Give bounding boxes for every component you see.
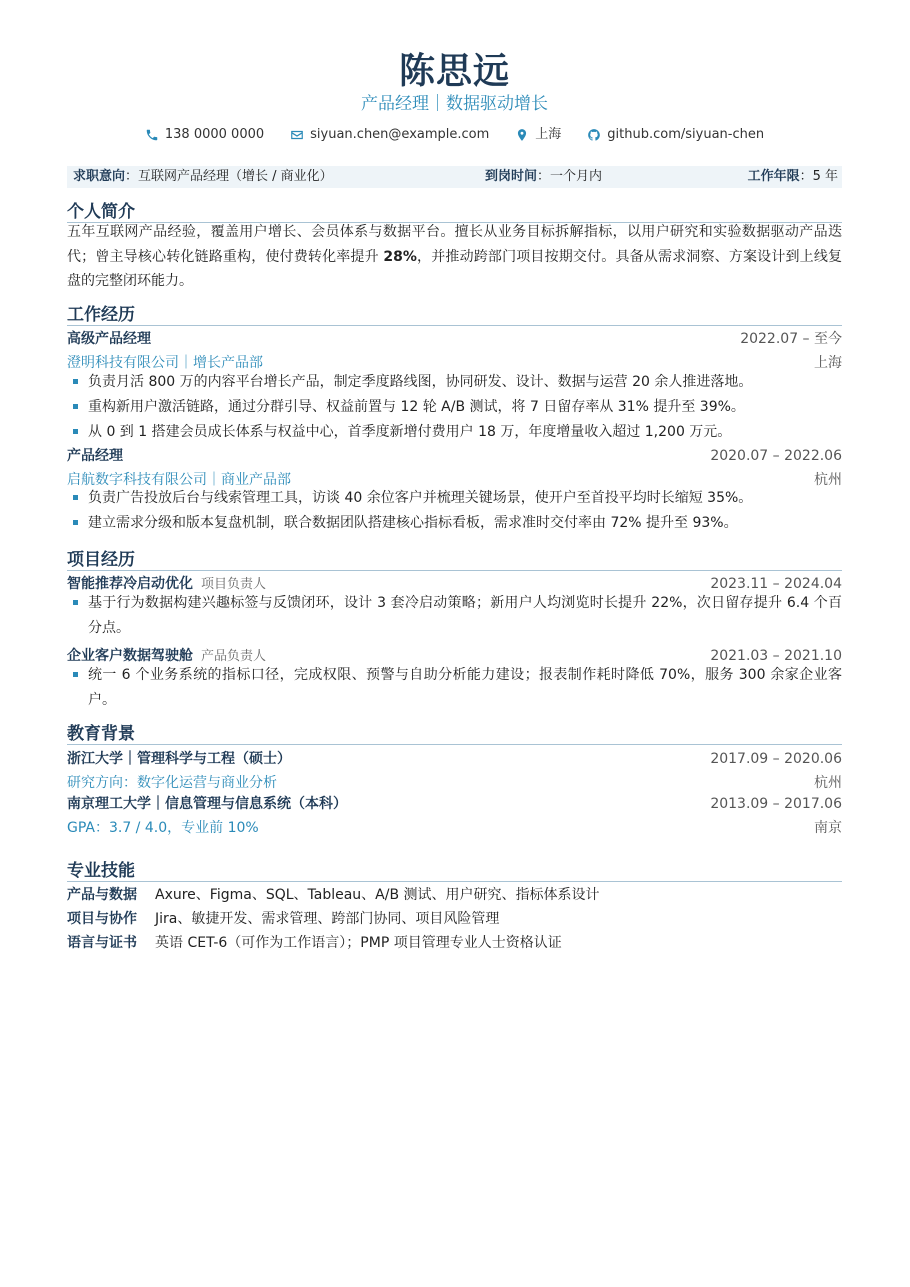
skill-label: 产品与数据 — [67, 887, 137, 903]
contact-location — [515, 125, 561, 145]
skill-value: Axure、Figma、SQL、Tableau、A/B 测试、用户研究、指标体系设计 — [155, 887, 600, 903]
education-dates: 2013.09 – 2017.06 — [710, 796, 842, 812]
project-role: 项目负责人 — [201, 577, 267, 592]
job-city: 杭州 — [814, 472, 842, 488]
skill-row — [67, 933, 842, 953]
project-dates: 2021.03 – 2021.10 — [710, 648, 842, 664]
contact-github[interactable] — [587, 125, 764, 145]
intent-years: 工作年限：5 年 — [747, 169, 838, 184]
project-name: 智能推荐冷启动优化 — [67, 576, 193, 592]
skill-value: 英语 CET-6（可作为工作语言）；PMP 项目管理专业人士资格认证 — [155, 935, 562, 951]
skill-label: 语言与证书 — [67, 935, 137, 951]
email-icon — [290, 128, 304, 142]
summary-text: 五年互联网产品经验，覆盖用户增长、会员体系与数据平台。擅长从业务目标拆解指标，以用户研究和实验数据驱动产品迭代；曾主导核心转化链路重构，使付费转化率提升 28%，并推动跨部门项目按期交付。具备从需求洞察、方案设计到上线复盘的完整闭环能力。 — [67, 224, 843, 289]
location-pin-icon — [515, 128, 529, 142]
education-detail: 研究方向：数字化运营与商业分析 — [67, 775, 277, 791]
list-item: 从 0 到 1 搭建会员成长体系与权益中心，首季度新增付费用户 18 万，年度增量收入超过 1,200 万元。 — [67, 420, 842, 445]
job-dates: 2020.07 – 2022.06 — [710, 448, 842, 464]
section-title-experience: 工作经历 — [67, 305, 842, 326]
education-school: 南京理工大学｜信息管理与信息系统（本科） — [67, 796, 347, 812]
contact-phone — [145, 125, 264, 145]
email-text[interactable]: siyuan.chen@example.com — [310, 127, 490, 142]
skill-label: 项目与协作 — [67, 911, 137, 927]
section-title-skills: 专业技能 — [67, 861, 842, 882]
project-name: 企业客户数据驾驶舱 — [67, 648, 193, 664]
summary-highlight: 28% — [383, 248, 417, 265]
bullet-marker — [73, 404, 78, 409]
github-text[interactable]: github.com/siyuan-chen — [607, 127, 765, 142]
phone-text: 138 0000 0000 — [164, 127, 265, 142]
education-detail: GPA：3.7 / 4.0，专业前 10% — [67, 820, 259, 836]
skill-value: Jira、敏捷开发、需求管理、跨部门协同、项目风险管理 — [155, 911, 500, 927]
job-company: 澄明科技有限公司｜增长产品部 — [67, 355, 263, 371]
project-role: 产品负责人 — [201, 649, 267, 664]
list-item: 重构新用户激活链路，通过分群引导、权益前置与 12 轮 A/B 测试，将 7 日留存率从 31% 提升至 39%。 — [67, 395, 842, 420]
education-city: 杭州 — [814, 775, 842, 791]
bullet-marker — [73, 429, 78, 434]
job-position: 产品经理 — [67, 448, 123, 464]
project-dates: 2023.11 – 2024.04 — [710, 576, 842, 592]
job-intent-band — [67, 166, 842, 188]
job-city: 上海 — [814, 355, 842, 371]
bullet-marker — [73, 520, 78, 525]
skill-row — [67, 909, 842, 929]
education-dates: 2017.09 – 2020.06 — [710, 751, 842, 767]
contact-bar — [67, 125, 842, 145]
education-school: 浙江大学｜管理科学与工程（硕士） — [67, 751, 291, 767]
bullet-marker — [73, 379, 78, 384]
bullet-marker — [73, 672, 78, 677]
list-item: 基于行为数据构建兴趣标签与反馈闭环，设计 3 套冷启动策略；新用户人均浏览时长提升 22%，次日留存提升 6.4 个百分点。 — [67, 591, 842, 640]
location-text: 上海 — [535, 127, 562, 142]
list-item: 统一 6 个业务系统的指标口径，完成权限、预警与自助分析能力建设；报表制作耗时降低 70%，服务 300 余家企业客户。 — [67, 663, 842, 712]
section-title-projects: 项目经历 — [67, 550, 842, 571]
section-title-education: 教育背景 — [67, 724, 842, 745]
phone-icon — [145, 128, 159, 142]
job-dates: 2022.07 – 至今 — [740, 331, 842, 347]
list-item: 负责月活 800 万的内容平台增长产品，制定季度路线图，协同研发、设计、数据与运营 20 余人推进落地。 — [67, 370, 842, 395]
github-icon — [587, 128, 601, 142]
candidate-name: 陈思远 — [398, 51, 510, 92]
list-item: 建立需求分级和版本复盘机制，联合数据团队搭建核心指标看板，需求准时交付率由 72% 提升至 93%。 — [67, 511, 842, 536]
section-title-summary: 个人简介 — [67, 202, 842, 223]
intent-target: 求职意向：互联网产品经理（增长 / 商业化） — [73, 169, 333, 184]
skill-row — [67, 885, 842, 905]
bullet-marker — [73, 600, 78, 605]
contact-email[interactable] — [290, 125, 489, 145]
job-position: 高级产品经理 — [67, 331, 151, 347]
candidate-subtitle: 产品经理｜数据驱动增长 — [361, 94, 548, 114]
education-city: 南京 — [814, 820, 842, 836]
bullet-marker — [73, 495, 78, 500]
job-company: 启航数字科技有限公司｜商业产品部 — [67, 472, 291, 488]
intent-availability: 到岗时间：一个月内 — [485, 169, 603, 184]
list-item: 负责广告投放后台与线索管理工具，访谈 40 余位客户并梳理关键场景，使开户至首投平均时长缩短 35%。 — [67, 486, 842, 511]
